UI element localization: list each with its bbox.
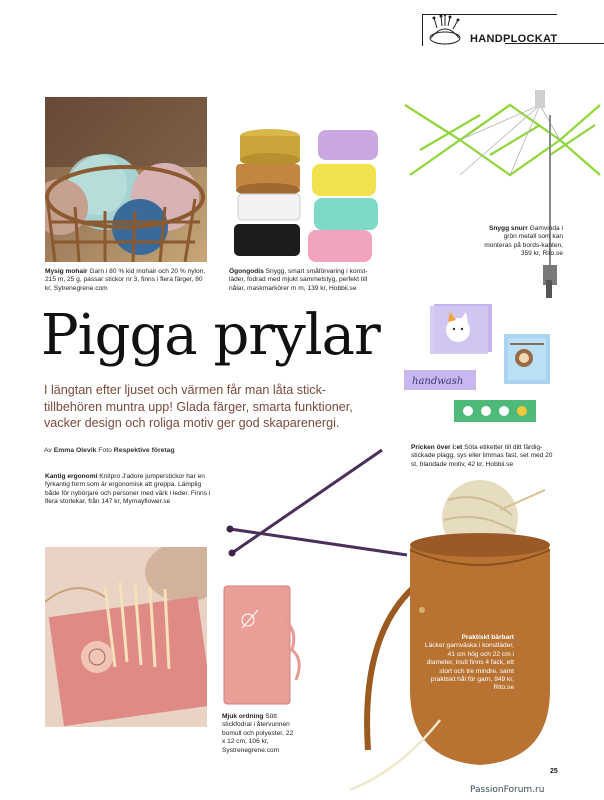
byline-photo-label: Foto: [98, 447, 112, 454]
ogongodis-text: Snygg, smart småförvaring i konst-läder, fodrad med mjukt sammetstyg, perfekt till nålar, maskmarkörer m m, 139 kr, Hobbii.se: [229, 268, 368, 292]
barbart-caption: [424, 634, 514, 693]
watermark: PassionForum.ru: [470, 785, 545, 795]
mohair-name: Mysig mohair: [45, 268, 88, 275]
barbart-name: Praktiskt bärbart: [461, 634, 514, 641]
ordning-name: Mjuk ordning: [222, 713, 264, 720]
storage-tins-photo: [228, 126, 382, 266]
ordning-text: Sött stickfodral i återvunnen bomull och polyester, 22 x 12 cm, 106 kr, Systrenegrene.com: [222, 713, 294, 754]
mohair-text: Garn i 80 % kid mohair och 20 % nylon, 215 m, 25 g, passar stickor nr 3, finns i flera färger, 80 kr, Sytrenegrene.com: [45, 268, 206, 292]
page-number: 25: [550, 768, 558, 775]
needle-roll-photo: [45, 547, 207, 727]
byline-author: Emma Olevik: [53, 447, 97, 454]
byline-by: Av: [44, 447, 52, 454]
snurr-text: Gamvinda i grön metall som kan monteras på bords-kanten, 359 kr, Rito.se: [484, 225, 563, 258]
barbart-text: Läcker garnväska i konstläder, 41 cm hög och 22 cm i diameter, inuti finns 4 fack, ett stort och tre mindre, samt praktiskt hål för garn, 949 kr, Rito.se: [424, 642, 514, 692]
handwash-label-text: handwash: [412, 376, 464, 387]
clothing-labels-photo: [400, 300, 560, 440]
snurr-caption: [475, 225, 563, 259]
pricken-caption: [411, 444, 561, 469]
yarn-swift-photo: [400, 85, 604, 300]
ergonomi-name: Kantig ergonomi: [45, 473, 98, 480]
section-label: HANDPLOCKAT: [470, 33, 558, 45]
pricken-text: Söta etiketter till ditt färdig-stickade plagg, sys eller limmas fast, set med 20 st, blandade motiv, 42 kr, Hobbii.se: [411, 444, 553, 468]
pricken-name: Pricken över i:et: [411, 444, 463, 451]
ergonomi-caption: [45, 473, 213, 507]
ogongodis-caption: [229, 268, 379, 293]
ergonomi-text: Knitpro J'adore jumperstickor har en fyrkantig form som är ergonomisk att greppa. Lämplig både för nybörjare och personer med värk i leder. Finns i flera storlekar, från 147 kr, Mymayflower.se: [45, 473, 211, 506]
mohair-caption: [45, 268, 207, 293]
page-title: Pigga prylar: [41, 303, 380, 368]
ordning-caption: [222, 713, 297, 755]
ogongodis-name: Ögongodis: [229, 268, 264, 275]
lead-text: I längtan efter ljuset och värmen får man låta stick-tillbehören muntra upp! Glada färger, smarta funktioner, vacker design och roliga motiv ger god skaparenergi.: [44, 383, 353, 430]
snurr-name: Snygg snurr: [488, 225, 528, 232]
byline: [44, 447, 175, 454]
mohair-basket-photo: [45, 97, 207, 262]
pincushion-icon: [425, 14, 465, 46]
knitting-case-photo: [218, 580, 308, 710]
byline-photographer: Respektive företag: [113, 447, 175, 454]
